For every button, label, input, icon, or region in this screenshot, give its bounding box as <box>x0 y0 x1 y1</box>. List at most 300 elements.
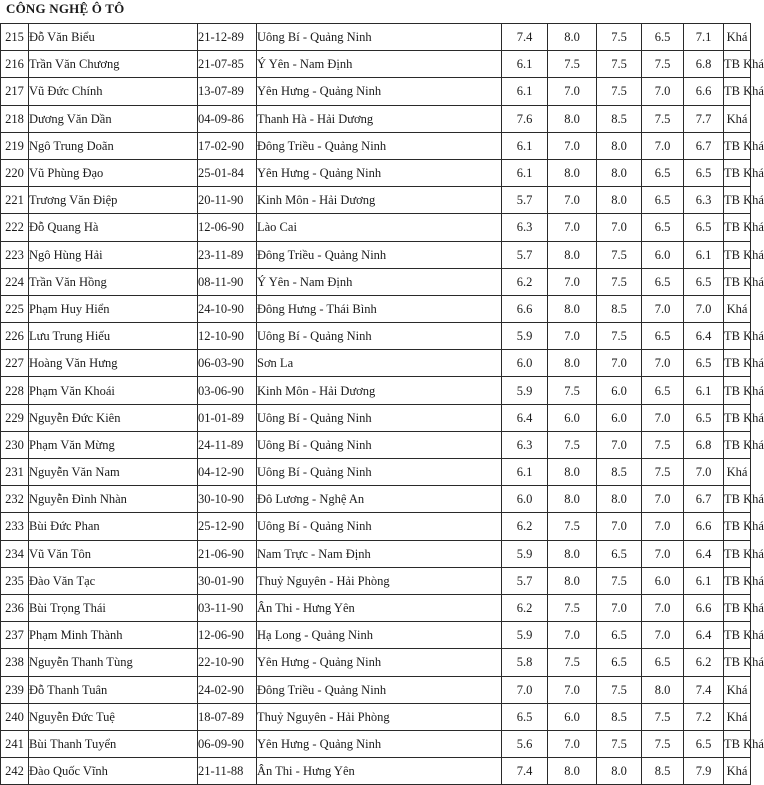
score-1-cell: 6.3 <box>502 431 548 458</box>
date-of-birth-cell: 04-12-90 <box>198 459 257 486</box>
score-2-cell: 7.5 <box>548 649 597 676</box>
classification-cell: TB Khá <box>724 540 751 567</box>
hometown-cell: Đông Triều - Quảng Ninh <box>257 241 502 268</box>
average-score-cell: 6.1 <box>684 241 724 268</box>
row-number-cell: 235 <box>1 567 29 594</box>
student-name-cell: Bùi Thanh Tuyển <box>29 730 198 757</box>
row-number-cell: 233 <box>1 513 29 540</box>
score-4-cell: 7.5 <box>642 730 684 757</box>
average-score-cell: 6.5 <box>684 404 724 431</box>
score-3-cell: 6.0 <box>597 404 642 431</box>
hometown-cell: Đông Hưng - Thái Bình <box>257 295 502 322</box>
table-row <box>1 241 751 268</box>
student-name-cell: Phạm Văn Mừng <box>29 431 198 458</box>
table-row <box>1 567 751 594</box>
row-number-cell: 226 <box>1 323 29 350</box>
classification-cell: Khá <box>724 758 751 785</box>
score-3-cell: 8.0 <box>597 132 642 159</box>
table-row <box>1 649 751 676</box>
student-name-cell: Bùi Đức Phan <box>29 513 198 540</box>
hometown-cell: Hạ Long - Quảng Ninh <box>257 622 502 649</box>
date-of-birth-cell: 17-02-90 <box>198 132 257 159</box>
student-name-cell: Trần Văn Chương <box>29 51 198 78</box>
date-of-birth-cell: 06-09-90 <box>198 730 257 757</box>
score-1-cell: 6.1 <box>502 51 548 78</box>
score-3-cell: 7.5 <box>597 323 642 350</box>
table-row <box>1 594 751 621</box>
results-table <box>0 23 764 785</box>
score-1-cell: 7.6 <box>502 105 548 132</box>
student-name-cell: Ngô Hùng Hải <box>29 241 198 268</box>
hometown-cell: Ân Thi - Hưng Yên <box>257 594 502 621</box>
date-of-birth-cell: 23-11-89 <box>198 241 257 268</box>
score-2-cell: 7.0 <box>548 132 597 159</box>
table-row <box>1 730 751 757</box>
hometown-cell: Yên Hưng - Quảng Ninh <box>257 730 502 757</box>
table-row <box>1 295 751 322</box>
table-row <box>1 350 751 377</box>
date-of-birth-cell: 13-07-89 <box>198 78 257 105</box>
hometown-cell: Yên Hưng - Quảng Ninh <box>257 159 502 186</box>
score-1-cell: 5.6 <box>502 730 548 757</box>
score-4-cell: 7.0 <box>642 594 684 621</box>
score-4-cell: 6.0 <box>642 567 684 594</box>
classification-cell: TB Khá <box>724 730 751 757</box>
date-of-birth-cell: 30-10-90 <box>198 486 257 513</box>
table-row <box>1 404 751 431</box>
score-2-cell: 8.0 <box>548 540 597 567</box>
score-4-cell: 7.0 <box>642 622 684 649</box>
average-score-cell: 6.1 <box>684 567 724 594</box>
average-score-cell: 6.8 <box>684 431 724 458</box>
score-4-cell: 7.0 <box>642 132 684 159</box>
score-1-cell: 6.3 <box>502 214 548 241</box>
classification-cell: Khá <box>724 295 751 322</box>
score-2-cell: 8.0 <box>548 350 597 377</box>
score-3-cell: 8.0 <box>597 187 642 214</box>
table-row <box>1 268 751 295</box>
hometown-cell: Uông Bí - Quảng Ninh <box>257 24 502 51</box>
classification-cell: Khá <box>724 24 751 51</box>
classification-cell: TB Khá <box>724 649 751 676</box>
score-2-cell: 8.0 <box>548 105 597 132</box>
score-4-cell: 6.5 <box>642 649 684 676</box>
score-1-cell: 5.9 <box>502 622 548 649</box>
score-3-cell: 8.5 <box>597 295 642 322</box>
student-name-cell: Phạm Huy Hiển <box>29 295 198 322</box>
date-of-birth-cell: 12-06-90 <box>198 622 257 649</box>
score-1-cell: 7.4 <box>502 758 548 785</box>
row-number-cell: 222 <box>1 214 29 241</box>
table-row <box>1 132 751 159</box>
average-score-cell: 7.4 <box>684 676 724 703</box>
score-1-cell: 5.9 <box>502 323 548 350</box>
classification-cell: TB Khá <box>724 486 751 513</box>
score-1-cell: 6.1 <box>502 459 548 486</box>
table-row <box>1 758 751 785</box>
score-4-cell: 7.5 <box>642 703 684 730</box>
score-3-cell: 7.5 <box>597 51 642 78</box>
row-number-cell: 219 <box>1 132 29 159</box>
student-name-cell: Vũ Văn Tôn <box>29 540 198 567</box>
hometown-cell: Nam Trực - Nam Định <box>257 540 502 567</box>
hometown-cell: Đô Lương - Nghệ An <box>257 486 502 513</box>
score-4-cell: 7.0 <box>642 486 684 513</box>
score-3-cell: 6.0 <box>597 377 642 404</box>
date-of-birth-cell: 04-09-86 <box>198 105 257 132</box>
score-4-cell: 6.5 <box>642 377 684 404</box>
date-of-birth-cell: 22-10-90 <box>198 649 257 676</box>
row-number-cell: 232 <box>1 486 29 513</box>
classification-cell: TB Khá <box>724 350 751 377</box>
hometown-cell: Uông Bí - Quảng Ninh <box>257 404 502 431</box>
average-score-cell: 7.9 <box>684 758 724 785</box>
score-3-cell: 7.5 <box>597 241 642 268</box>
row-number-cell: 230 <box>1 431 29 458</box>
table-row <box>1 214 751 241</box>
score-4-cell: 7.0 <box>642 78 684 105</box>
row-number-cell: 229 <box>1 404 29 431</box>
hometown-cell: Thuỷ Nguyên - Hải Phòng <box>257 567 502 594</box>
average-score-cell: 6.5 <box>684 159 724 186</box>
row-number-cell: 224 <box>1 268 29 295</box>
row-number-cell: 236 <box>1 594 29 621</box>
date-of-birth-cell: 08-11-90 <box>198 268 257 295</box>
average-score-cell: 6.3 <box>684 187 724 214</box>
table-row <box>1 513 751 540</box>
score-1-cell: 7.0 <box>502 676 548 703</box>
score-2-cell: 7.0 <box>548 730 597 757</box>
score-1-cell: 5.7 <box>502 567 548 594</box>
score-3-cell: 8.5 <box>597 105 642 132</box>
student-name-cell: Phạm Minh Thành <box>29 622 198 649</box>
row-number-cell: 228 <box>1 377 29 404</box>
score-3-cell: 8.5 <box>597 459 642 486</box>
date-of-birth-cell: 12-10-90 <box>198 323 257 350</box>
student-name-cell: Đỗ Quang Hà <box>29 214 198 241</box>
student-name-cell: Nguyễn Đức Kiên <box>29 404 198 431</box>
table-row <box>1 703 751 730</box>
row-number-cell: 241 <box>1 730 29 757</box>
average-score-cell: 6.1 <box>684 377 724 404</box>
classification-cell: TB Khá <box>724 78 751 105</box>
date-of-birth-cell: 25-01-84 <box>198 159 257 186</box>
score-1-cell: 6.0 <box>502 350 548 377</box>
student-name-cell: Bùi Trọng Thái <box>29 594 198 621</box>
classification-cell: TB Khá <box>724 513 751 540</box>
row-number-cell: 221 <box>1 187 29 214</box>
classification-cell: TB Khá <box>724 323 751 350</box>
score-4-cell: 7.0 <box>642 295 684 322</box>
score-1-cell: 6.1 <box>502 132 548 159</box>
classification-cell: Khá <box>724 676 751 703</box>
score-1-cell: 5.9 <box>502 540 548 567</box>
score-4-cell: 6.5 <box>642 187 684 214</box>
classification-cell: TB Khá <box>724 404 751 431</box>
student-name-cell: Trần Văn Hồng <box>29 268 198 295</box>
average-score-cell: 7.7 <box>684 105 724 132</box>
classification-cell: TB Khá <box>724 51 751 78</box>
student-name-cell: Ngô Trung Doãn <box>29 132 198 159</box>
score-1-cell: 6.2 <box>502 513 548 540</box>
date-of-birth-cell: 03-11-90 <box>198 594 257 621</box>
hometown-cell: Thuỷ Nguyên - Hải Phòng <box>257 703 502 730</box>
score-2-cell: 8.0 <box>548 159 597 186</box>
row-number-cell: 240 <box>1 703 29 730</box>
average-score-cell: 7.0 <box>684 459 724 486</box>
average-score-cell: 6.5 <box>684 730 724 757</box>
table-row <box>1 78 751 105</box>
classification-cell: Khá <box>724 105 751 132</box>
row-number-cell: 234 <box>1 540 29 567</box>
score-2-cell: 8.0 <box>548 486 597 513</box>
score-1-cell: 6.2 <box>502 594 548 621</box>
average-score-cell: 6.2 <box>684 649 724 676</box>
table-row <box>1 187 751 214</box>
classification-cell: TB Khá <box>724 622 751 649</box>
score-2-cell: 8.0 <box>548 241 597 268</box>
hometown-cell: Yên Hưng - Quảng Ninh <box>257 649 502 676</box>
score-3-cell: 8.0 <box>597 159 642 186</box>
score-3-cell: 7.0 <box>597 513 642 540</box>
classification-cell: TB Khá <box>724 187 751 214</box>
hometown-cell: Kinh Môn - Hải Dương <box>257 187 502 214</box>
student-name-cell: Nguyễn Thanh Tùng <box>29 649 198 676</box>
score-3-cell: 7.5 <box>597 567 642 594</box>
average-score-cell: 6.5 <box>684 268 724 295</box>
score-3-cell: 6.5 <box>597 649 642 676</box>
average-score-cell: 6.4 <box>684 323 724 350</box>
student-name-cell: Hoàng Văn Hưng <box>29 350 198 377</box>
row-number-cell: 239 <box>1 676 29 703</box>
score-2-cell: 8.0 <box>548 24 597 51</box>
score-3-cell: 7.5 <box>597 676 642 703</box>
row-number-cell: 242 <box>1 758 29 785</box>
score-2-cell: 8.0 <box>548 295 597 322</box>
student-name-cell: Trương Văn Điệp <box>29 187 198 214</box>
hometown-cell: Uông Bí - Quảng Ninh <box>257 513 502 540</box>
score-3-cell: 8.0 <box>597 758 642 785</box>
score-4-cell: 6.5 <box>642 214 684 241</box>
date-of-birth-cell: 21-12-89 <box>198 24 257 51</box>
average-score-cell: 6.6 <box>684 594 724 621</box>
table-row <box>1 676 751 703</box>
row-number-cell: 237 <box>1 622 29 649</box>
date-of-birth-cell: 24-10-90 <box>198 295 257 322</box>
average-score-cell: 6.7 <box>684 132 724 159</box>
student-name-cell: Đào Văn Tạc <box>29 567 198 594</box>
date-of-birth-cell: 06-03-90 <box>198 350 257 377</box>
student-name-cell: Vũ Đức Chính <box>29 78 198 105</box>
score-1-cell: 6.5 <box>502 703 548 730</box>
score-3-cell: 8.5 <box>597 703 642 730</box>
score-1-cell: 6.4 <box>502 404 548 431</box>
average-score-cell: 6.4 <box>684 622 724 649</box>
date-of-birth-cell: 21-11-88 <box>198 758 257 785</box>
hometown-cell: Uông Bí - Quảng Ninh <box>257 431 502 458</box>
table-row <box>1 105 751 132</box>
date-of-birth-cell: 24-11-89 <box>198 431 257 458</box>
table-row <box>1 486 751 513</box>
score-3-cell: 7.5 <box>597 730 642 757</box>
classification-cell: Khá <box>724 459 751 486</box>
row-number-cell: 216 <box>1 51 29 78</box>
score-4-cell: 7.0 <box>642 540 684 567</box>
student-name-cell: Đào Quốc Vĩnh <box>29 758 198 785</box>
score-1-cell: 7.4 <box>502 24 548 51</box>
score-2-cell: 8.0 <box>548 758 597 785</box>
hometown-cell: Yên Hưng - Quảng Ninh <box>257 78 502 105</box>
row-number-cell: 217 <box>1 78 29 105</box>
score-2-cell: 7.5 <box>548 377 597 404</box>
table-row <box>1 24 751 51</box>
average-score-cell: 6.6 <box>684 513 724 540</box>
row-number-cell: 220 <box>1 159 29 186</box>
score-1-cell: 6.1 <box>502 159 548 186</box>
average-score-cell: 6.4 <box>684 540 724 567</box>
score-4-cell: 6.0 <box>642 241 684 268</box>
average-score-cell: 6.8 <box>684 51 724 78</box>
date-of-birth-cell: 03-06-90 <box>198 377 257 404</box>
average-score-cell: 7.2 <box>684 703 724 730</box>
row-number-cell: 227 <box>1 350 29 377</box>
student-name-cell: Nguyễn Đình Nhàn <box>29 486 198 513</box>
score-4-cell: 6.5 <box>642 323 684 350</box>
row-number-cell: 215 <box>1 24 29 51</box>
student-name-cell: Nguyễn Đức Tuệ <box>29 703 198 730</box>
average-score-cell: 6.6 <box>684 78 724 105</box>
score-3-cell: 7.0 <box>597 214 642 241</box>
classification-cell: TB Khá <box>724 268 751 295</box>
table-row <box>1 431 751 458</box>
score-2-cell: 7.0 <box>548 78 597 105</box>
score-4-cell: 7.5 <box>642 459 684 486</box>
classification-cell: TB Khá <box>724 594 751 621</box>
date-of-birth-cell: 18-07-89 <box>198 703 257 730</box>
score-2-cell: 6.0 <box>548 703 597 730</box>
score-1-cell: 5.7 <box>502 187 548 214</box>
score-2-cell: 7.0 <box>548 268 597 295</box>
score-3-cell: 7.0 <box>597 594 642 621</box>
hometown-cell: Lào Cai <box>257 214 502 241</box>
score-2-cell: 7.5 <box>548 51 597 78</box>
score-2-cell: 7.0 <box>548 622 597 649</box>
score-3-cell: 6.5 <box>597 540 642 567</box>
hometown-cell: Đông Triều - Quảng Ninh <box>257 132 502 159</box>
score-2-cell: 7.0 <box>548 676 597 703</box>
score-4-cell: 8.5 <box>642 758 684 785</box>
classification-cell: TB Khá <box>724 159 751 186</box>
score-1-cell: 6.6 <box>502 295 548 322</box>
classification-cell: TB Khá <box>724 132 751 159</box>
score-3-cell: 8.0 <box>597 486 642 513</box>
score-3-cell: 7.0 <box>597 431 642 458</box>
score-2-cell: 7.5 <box>548 594 597 621</box>
date-of-birth-cell: 25-12-90 <box>198 513 257 540</box>
student-name-cell: Dương Văn Dần <box>29 105 198 132</box>
date-of-birth-cell: 21-06-90 <box>198 540 257 567</box>
score-3-cell: 7.5 <box>597 268 642 295</box>
score-4-cell: 7.0 <box>642 350 684 377</box>
score-1-cell: 6.1 <box>502 78 548 105</box>
row-number-cell: 225 <box>1 295 29 322</box>
score-4-cell: 6.5 <box>642 268 684 295</box>
average-score-cell: 6.5 <box>684 350 724 377</box>
table-row <box>1 51 751 78</box>
student-name-cell: Nguyễn Văn Nam <box>29 459 198 486</box>
score-2-cell: 8.0 <box>548 459 597 486</box>
date-of-birth-cell: 24-02-90 <box>198 676 257 703</box>
score-3-cell: 7.5 <box>597 24 642 51</box>
row-number-cell: 218 <box>1 105 29 132</box>
score-1-cell: 6.2 <box>502 268 548 295</box>
student-name-cell: Đỗ Thanh Tuân <box>29 676 198 703</box>
classification-cell: Khá <box>724 703 751 730</box>
score-2-cell: 7.5 <box>548 431 597 458</box>
classification-cell: TB Khá <box>724 241 751 268</box>
hometown-cell: Uông Bí - Quảng Ninh <box>257 459 502 486</box>
score-2-cell: 7.0 <box>548 323 597 350</box>
student-name-cell: Đỗ Văn Biểu <box>29 24 198 51</box>
score-4-cell: 6.5 <box>642 159 684 186</box>
score-4-cell: 7.5 <box>642 105 684 132</box>
student-name-cell: Lưu Trung Hiếu <box>29 323 198 350</box>
score-4-cell: 7.5 <box>642 51 684 78</box>
score-1-cell: 5.9 <box>502 377 548 404</box>
score-3-cell: 7.5 <box>597 78 642 105</box>
student-name-cell: Vũ Phùng Đạo <box>29 159 198 186</box>
row-number-cell: 223 <box>1 241 29 268</box>
hometown-cell: Thanh Hà - Hải Dương <box>257 105 502 132</box>
date-of-birth-cell: 01-01-89 <box>198 404 257 431</box>
average-score-cell: 6.5 <box>684 214 724 241</box>
classification-cell: TB Khá <box>724 431 751 458</box>
table-row <box>1 622 751 649</box>
score-1-cell: 5.7 <box>502 241 548 268</box>
table-row <box>1 159 751 186</box>
hometown-cell: Ý Yên - Nam Định <box>257 268 502 295</box>
section-heading: CÔNG NGHỆ Ô TÔ <box>6 1 125 16</box>
classification-cell: TB Khá <box>724 567 751 594</box>
score-2-cell: 7.0 <box>548 214 597 241</box>
score-1-cell: 6.0 <box>502 486 548 513</box>
classification-cell: TB Khá <box>724 214 751 241</box>
score-2-cell: 7.0 <box>548 187 597 214</box>
classification-cell: TB Khá <box>724 377 751 404</box>
hometown-cell: Đông Triều - Quảng Ninh <box>257 676 502 703</box>
results-table-body <box>1 24 764 785</box>
student-name-cell: Phạm Văn Khoái <box>29 377 198 404</box>
row-number-cell: 238 <box>1 649 29 676</box>
hometown-cell: Sơn La <box>257 350 502 377</box>
average-score-cell: 7.1 <box>684 24 724 51</box>
score-4-cell: 7.5 <box>642 431 684 458</box>
average-score-cell: 6.7 <box>684 486 724 513</box>
table-row <box>1 377 751 404</box>
score-2-cell: 6.0 <box>548 404 597 431</box>
score-4-cell: 7.0 <box>642 513 684 540</box>
row-number-cell: 231 <box>1 459 29 486</box>
hometown-cell: Ý Yên - Nam Định <box>257 51 502 78</box>
date-of-birth-cell: 30-01-90 <box>198 567 257 594</box>
score-2-cell: 8.0 <box>548 567 597 594</box>
table-row <box>1 540 751 567</box>
score-4-cell: 8.0 <box>642 676 684 703</box>
date-of-birth-cell: 21-07-85 <box>198 51 257 78</box>
date-of-birth-cell: 12-06-90 <box>198 214 257 241</box>
score-2-cell: 7.5 <box>548 513 597 540</box>
score-1-cell: 5.8 <box>502 649 548 676</box>
